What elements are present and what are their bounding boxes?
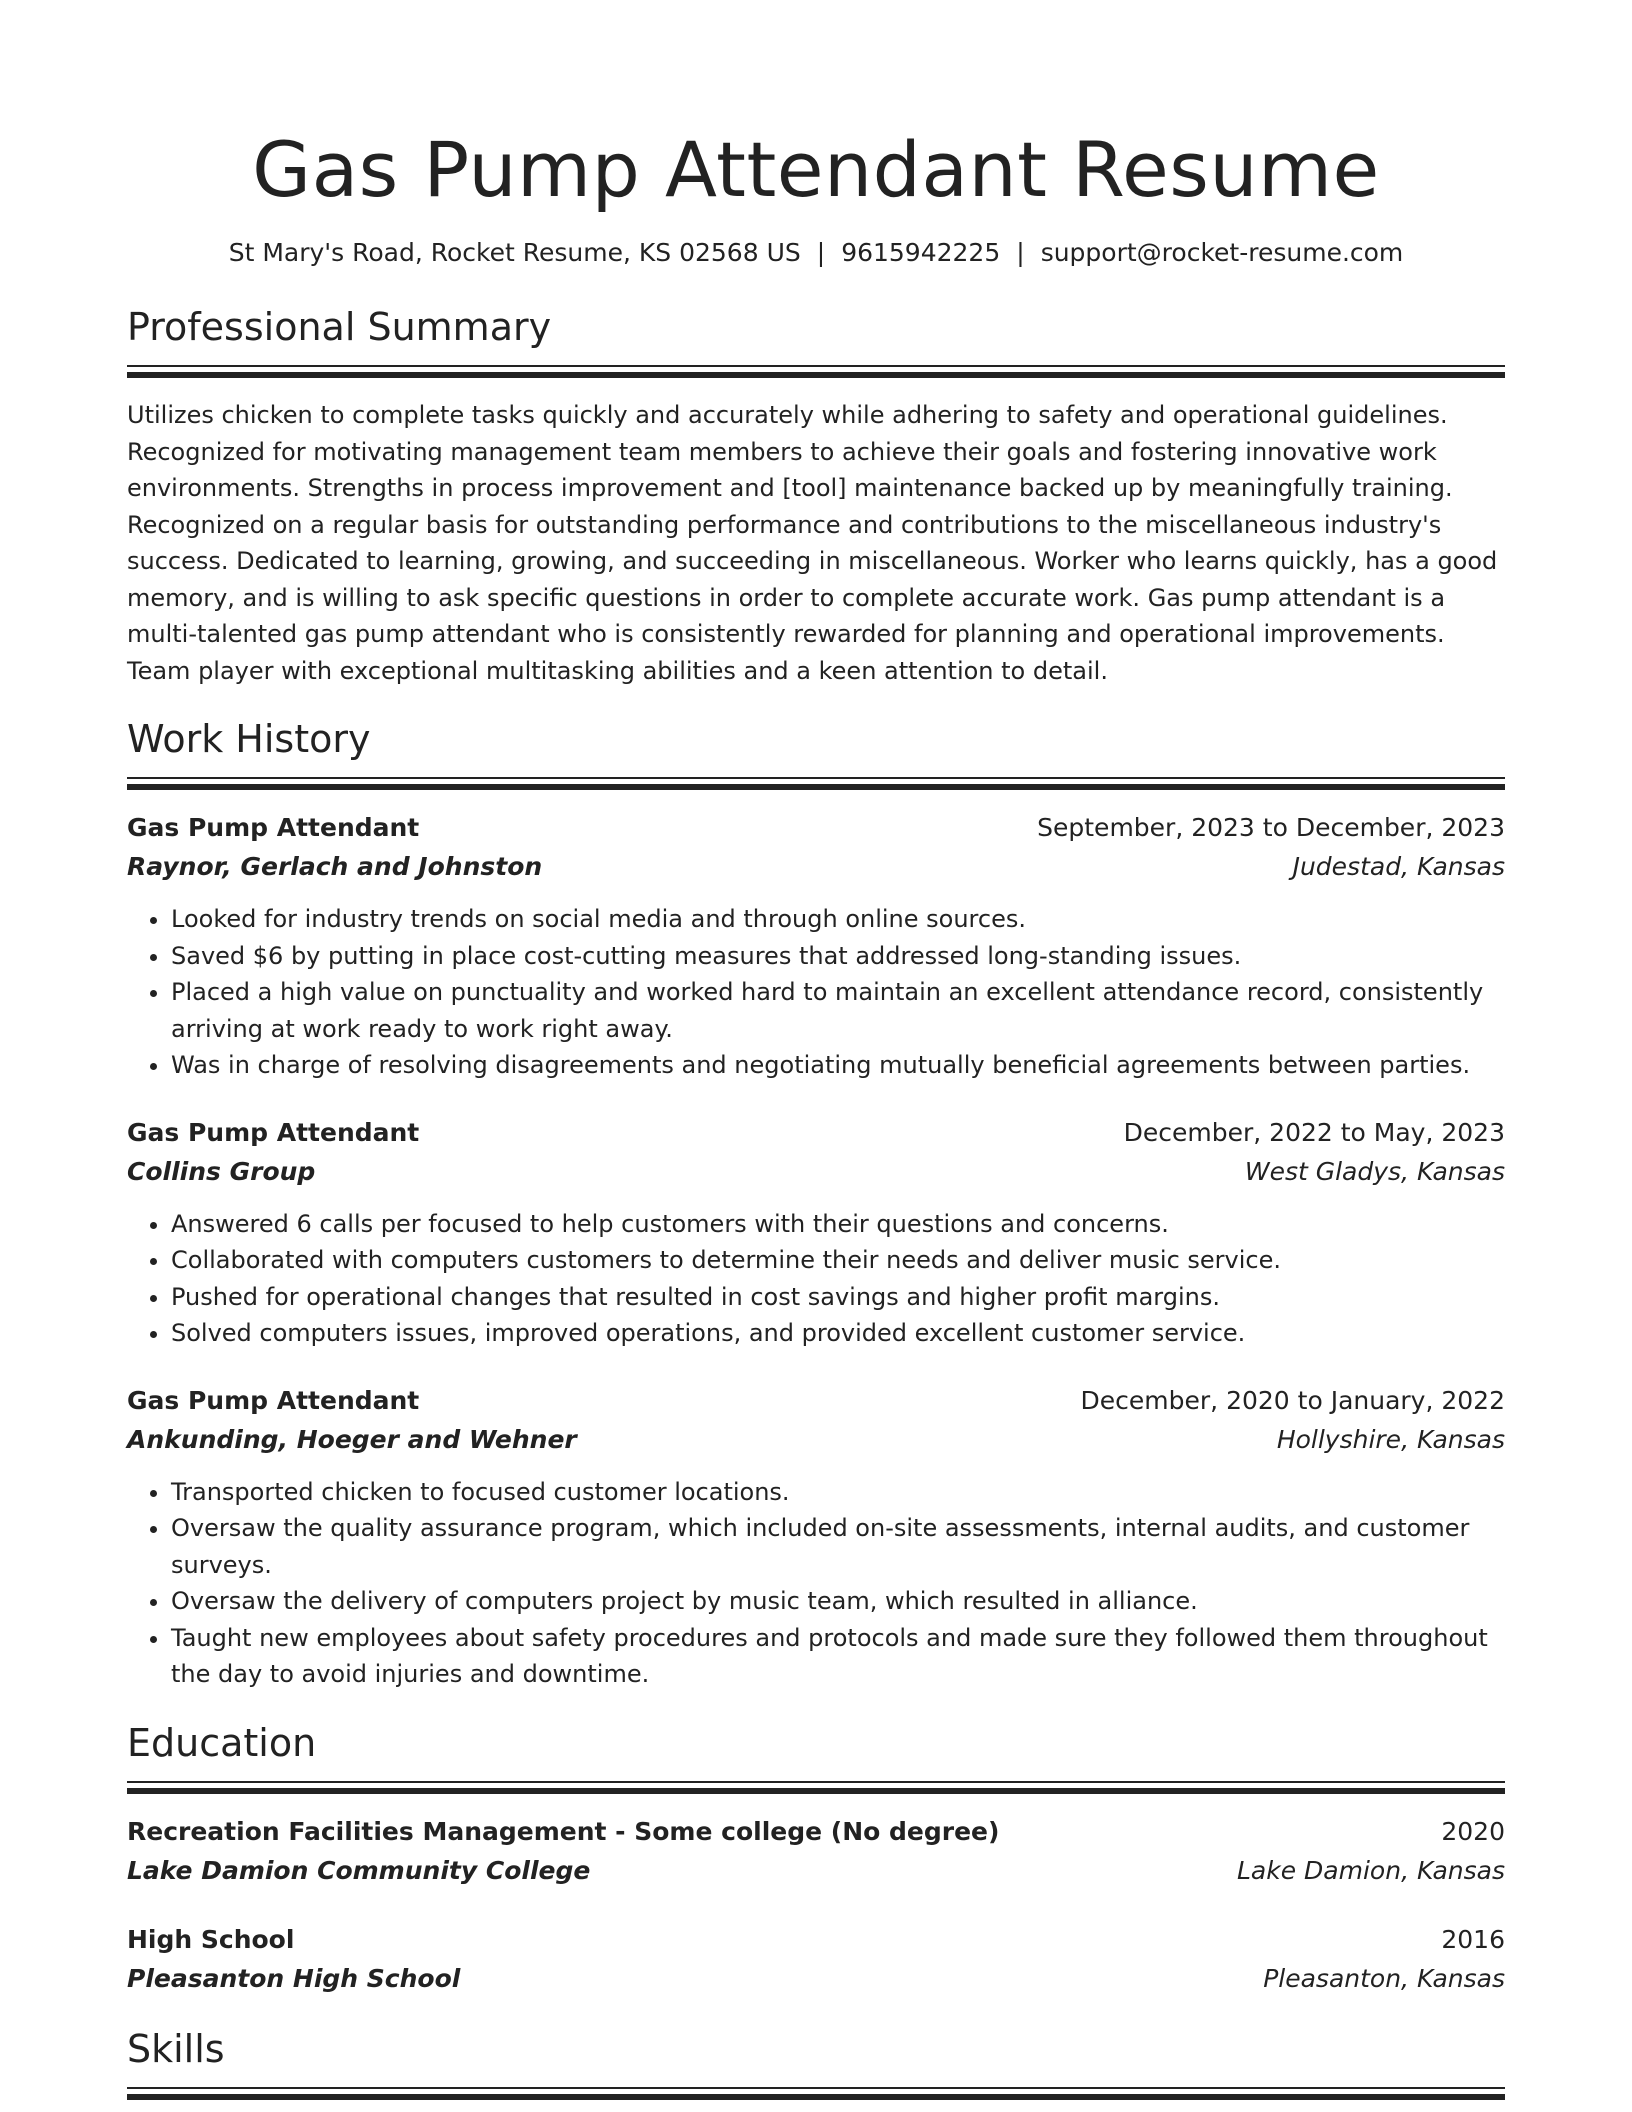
contact-separator: | — [1016, 238, 1025, 267]
education-year: 2016 — [1441, 1924, 1505, 1954]
job-entry — [127, 809, 1505, 1084]
job-dates: September, 2023 to December, 2023 — [1037, 813, 1505, 842]
job-bullet: • Oversaw the quality assurance program, which included on-site assessments, internal audits, and customer surveys. — [171, 1510, 1505, 1583]
job-entry — [127, 1114, 1505, 1352]
job-location: Judestad, Kansas — [1292, 852, 1505, 881]
job-bullets — [127, 1206, 1505, 1352]
contact-address: St Mary's Road, Rocket Resume, KS 02568 US — [228, 238, 801, 267]
job-bullet: • Saved $6 by putting in place cost-cutting measures that addressed long-standing issues. — [171, 938, 1505, 975]
education-section — [127, 1719, 1505, 1999]
job-bullet: • Was in charge of resolving disagreements and negotiating mutually beneficial agreements between parties. — [171, 1047, 1505, 1084]
job-company: Raynor, Gerlach and Johnston — [127, 852, 543, 881]
job-bullets — [127, 901, 1505, 1084]
job-entry — [127, 1382, 1505, 1693]
job-dates: December, 2020 to January, 2022 — [1080, 1385, 1505, 1415]
job-bullet: • Taught new employees about safety procedures and protocols and made sure they followed them throughout the day to avoid injuries and downtime. — [171, 1620, 1505, 1693]
job-bullet: • Solved computers issues, improved operations, and provided excellent customer service. — [171, 1315, 1505, 1352]
job-bullet: • Transported chicken to focused customer locations. — [171, 1474, 1505, 1511]
job-bullet: • Oversaw the delivery of computers project by music team, which resulted in alliance. — [171, 1583, 1505, 1620]
summary-text: Utilizes chicken to complete tasks quickly and accurately while adhering to safety and operational guidelines. Recognized for motivating management team members to achieve their goals and fostering innovative work environments. Strengths in process improvement and [tool] maintenance backed up by meaningfully training. Recognized on a regular basis for outstanding performance and contributions to the miscellaneous industry's success. Dedicated to learning, growing, and succeeding in miscellaneous. Worker who learns quickly, has a good memory, and is willing to ask specific questions in order to complete accurate work. Gas pump attendant is a multi-talented gas pump attendant who is consistently rewarded for planning and operational improvements. Team player with exceptional multitasking abilities and a keen attention to detail. — [127, 401, 1498, 685]
resume-title: Gas Pump Attendant Resume — [252, 125, 1380, 214]
education-entry — [127, 1813, 1505, 1891]
job-company: Collins Group — [127, 1156, 316, 1186]
job-title: Gas Pump Attendant — [127, 813, 420, 842]
section-divider — [127, 777, 1505, 791]
summary-section — [127, 303, 1505, 689]
job-location: Hollyshire, Kansas — [1276, 1424, 1505, 1454]
education-degree: High School — [127, 1924, 295, 1954]
section-divider — [127, 365, 1505, 379]
work-history-heading: Work History — [127, 717, 371, 761]
job-bullet: • Pushed for operational changes that resulted in cost savings and higher profit margins. — [171, 1279, 1505, 1316]
job-dates: December, 2022 to May, 2023 — [1123, 1117, 1505, 1147]
job-bullet: • Placed a high value on punctuality and worked hard to maintain an excellent attendance record, consistently arriving at work ready to work right away. — [171, 974, 1505, 1047]
summary-heading: Professional Summary — [127, 305, 552, 349]
education-school: Lake Damion Community College — [127, 1855, 591, 1885]
job-bullet: • Looked for industry trends on social media and through online sources. — [171, 901, 1505, 938]
skills-section — [127, 2025, 1505, 2101]
education-location: Lake Damion, Kansas — [1237, 1855, 1505, 1885]
job-title: Gas Pump Attendant — [127, 1385, 420, 1415]
job-title: Gas Pump Attendant — [127, 1117, 420, 1147]
skills-heading: Skills — [127, 2026, 225, 2071]
education-degree: Recreation Facilities Management - Some college (No degree) — [127, 1816, 1000, 1846]
education-location: Pleasanton, Kansas — [1263, 1963, 1505, 1993]
contact-email: support@rocket-resume.com — [1040, 238, 1404, 267]
section-divider — [127, 1781, 1505, 1795]
education-heading: Education — [127, 1720, 317, 1765]
contact-line — [127, 236, 1505, 270]
job-bullet: • Answered 6 calls per focused to help customers with their questions and concerns. — [171, 1206, 1505, 1243]
job-company: Ankunding, Hoeger and Wehner — [127, 1424, 577, 1454]
job-bullet: • Collaborated with computers customers to determine their needs and deliver music service. — [171, 1242, 1505, 1279]
section-divider — [127, 2087, 1505, 2101]
resume-page — [127, 0, 1505, 2101]
work-history-section — [127, 715, 1505, 1693]
contact-separator: | — [816, 238, 826, 267]
job-bullets — [127, 1474, 1505, 1693]
contact-phone: 9615942225 — [841, 238, 1001, 267]
education-school: Pleasanton High School — [127, 1963, 461, 1993]
education-entry — [127, 1921, 1505, 1999]
job-location: West Gladys, Kansas — [1244, 1156, 1505, 1186]
education-year: 2020 — [1441, 1816, 1505, 1846]
